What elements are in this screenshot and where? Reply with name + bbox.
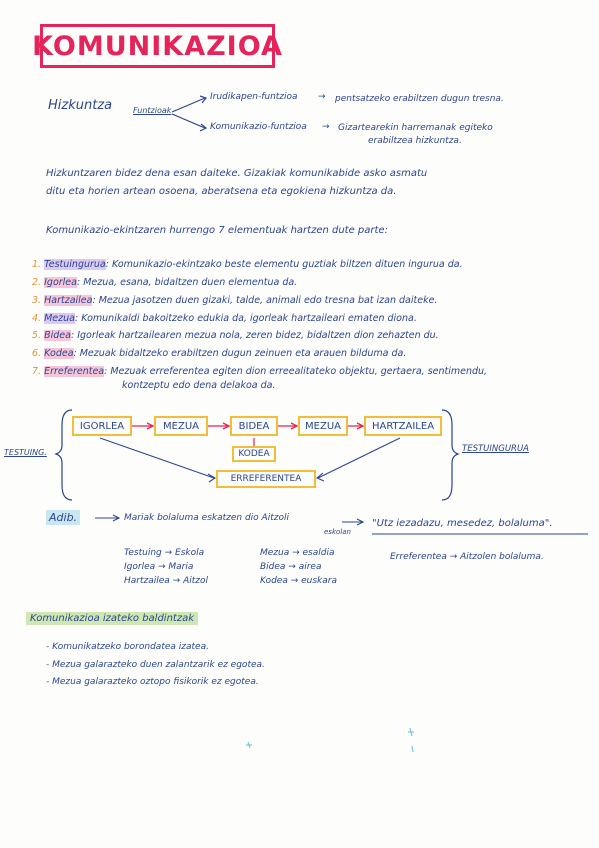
list-item-continuation: kontzeptu edo dena delakoa da. [122,380,276,391]
baldintza-item: - Komunikatzeko borondatea izatea. [46,642,209,652]
term-mezua: Mezua [44,313,75,324]
adib-col1-row: Hartzailea → Aitzol [124,576,208,586]
baldintza-item: - Mezua galarazteko duen zalantzarik ez egotea. [46,660,265,670]
mezua-box-1: MEZUA [154,416,208,436]
mezua-box-2: MEZUA [298,416,348,436]
page-title: KOMUNIKAZIOA [32,30,283,62]
term-testuingurua: Testuingurua [44,259,106,270]
erreferentea-box: ERREFERENTEA [216,470,316,488]
list-item: 3. Hartzailea: Mezua jasotzen duen gizaki, talde, animali edo tresna bat izan daiteke. [32,295,438,306]
term-erreferentea: Erreferentea [44,366,105,377]
list-item: 1. Testuingurua: Komunikazio-ekintzako beste elementu guztiak biltzen dituen ingurua da. [32,259,463,270]
igorlea-box: IGORLEA [72,416,132,436]
intro-text: Komunikazio-ekintzaren hurrengo 7 elementuak hartzen dute parte: [46,225,388,236]
term-hartzailea: Hartzailea [44,295,93,306]
adib-col2-row: Bidea → airea [260,562,322,572]
testuing-label: TESTUING. [4,448,47,457]
adib-label: Adib. [46,510,80,525]
paragraph-line-1: Hizkuntzaren bidez dena esan daiteke. Gizakiak komunikabide asko asmatu [46,168,428,179]
adib-sentence: Mariak bolaluma eskatzen dio Aitzoli [124,513,289,523]
list-item: 6. Kodea: Mezuak bidaltzeko erabiltzen dugun zeinuen eta arauen bilduma da. [32,348,407,359]
hizkuntza-label: Hizkuntza [48,98,113,113]
list-item: 2. Igorlea: Mezua, esana, bidaltzen duen elementua da. [32,277,298,288]
hartzailea-box: HARTZAILEA [364,416,442,436]
function-2-desc-2: erabiltzea hizkuntza. [368,136,462,146]
adib-col1-row: Testuing → Eskola [124,548,205,558]
paragraph-line-2: ditu eta horien artean osoena, aberatsena eta egokiena hizkuntza da. [46,186,397,197]
adib-col2-row: Kodea → euskara [260,576,337,586]
baldintzak-heading: Komunikazioa izateko baldintzak [26,612,198,625]
term-bidea: Bidea [44,330,71,341]
adib-quote: "Utz iezadazu, mesedez, bolaluma". [372,518,553,529]
term-igorlea: Igorlea [44,277,77,288]
function-1-name: Irudikapen-funtzioa [210,92,298,102]
funtzioak-label: Funtzioak [133,106,172,115]
adib-col1-row: Igorlea → Maria [124,562,194,572]
term-kodea: Kodea [44,348,74,359]
list-item: 4. Mezua: Komunikaldi bakoitzeko edukia da, igorleak hartzaileari ematen diona. [32,313,417,324]
arrow-glyph: → [318,92,326,102]
adib-eskolan: eskolan [324,528,351,536]
adib-col2-row: Mezua → esaldia [260,548,335,558]
adib-col3: Erreferentea → Aitzolen bolaluma. [390,552,544,562]
testuingurua-label: TESTUINGURUA [462,444,529,454]
bidea-box: BIDEA [230,416,278,436]
arrow-glyph: → [322,122,330,132]
function-1-desc: pentsatzeko erabiltzen dugun tresna. [335,94,504,104]
baldintza-item: - Mezua galarazteko oztopo fisikorik ez egotea. [46,677,259,687]
function-2-desc: Gizartearekin harremanak egiteko [338,123,493,133]
list-item: 5. Bidea: Igorleak hartzailearen mezua nola, zeren bidez, bidaltzen dion zehazten du. [32,330,439,341]
kodea-box: KODEA [232,446,276,462]
function-2-name: Komunikazio-funtzioa [210,122,307,132]
list-item: 7. Erreferentea: Mezuak erreferentea egiten dion erreealitateko objektu, gertaera, sentimendu, [32,366,488,377]
